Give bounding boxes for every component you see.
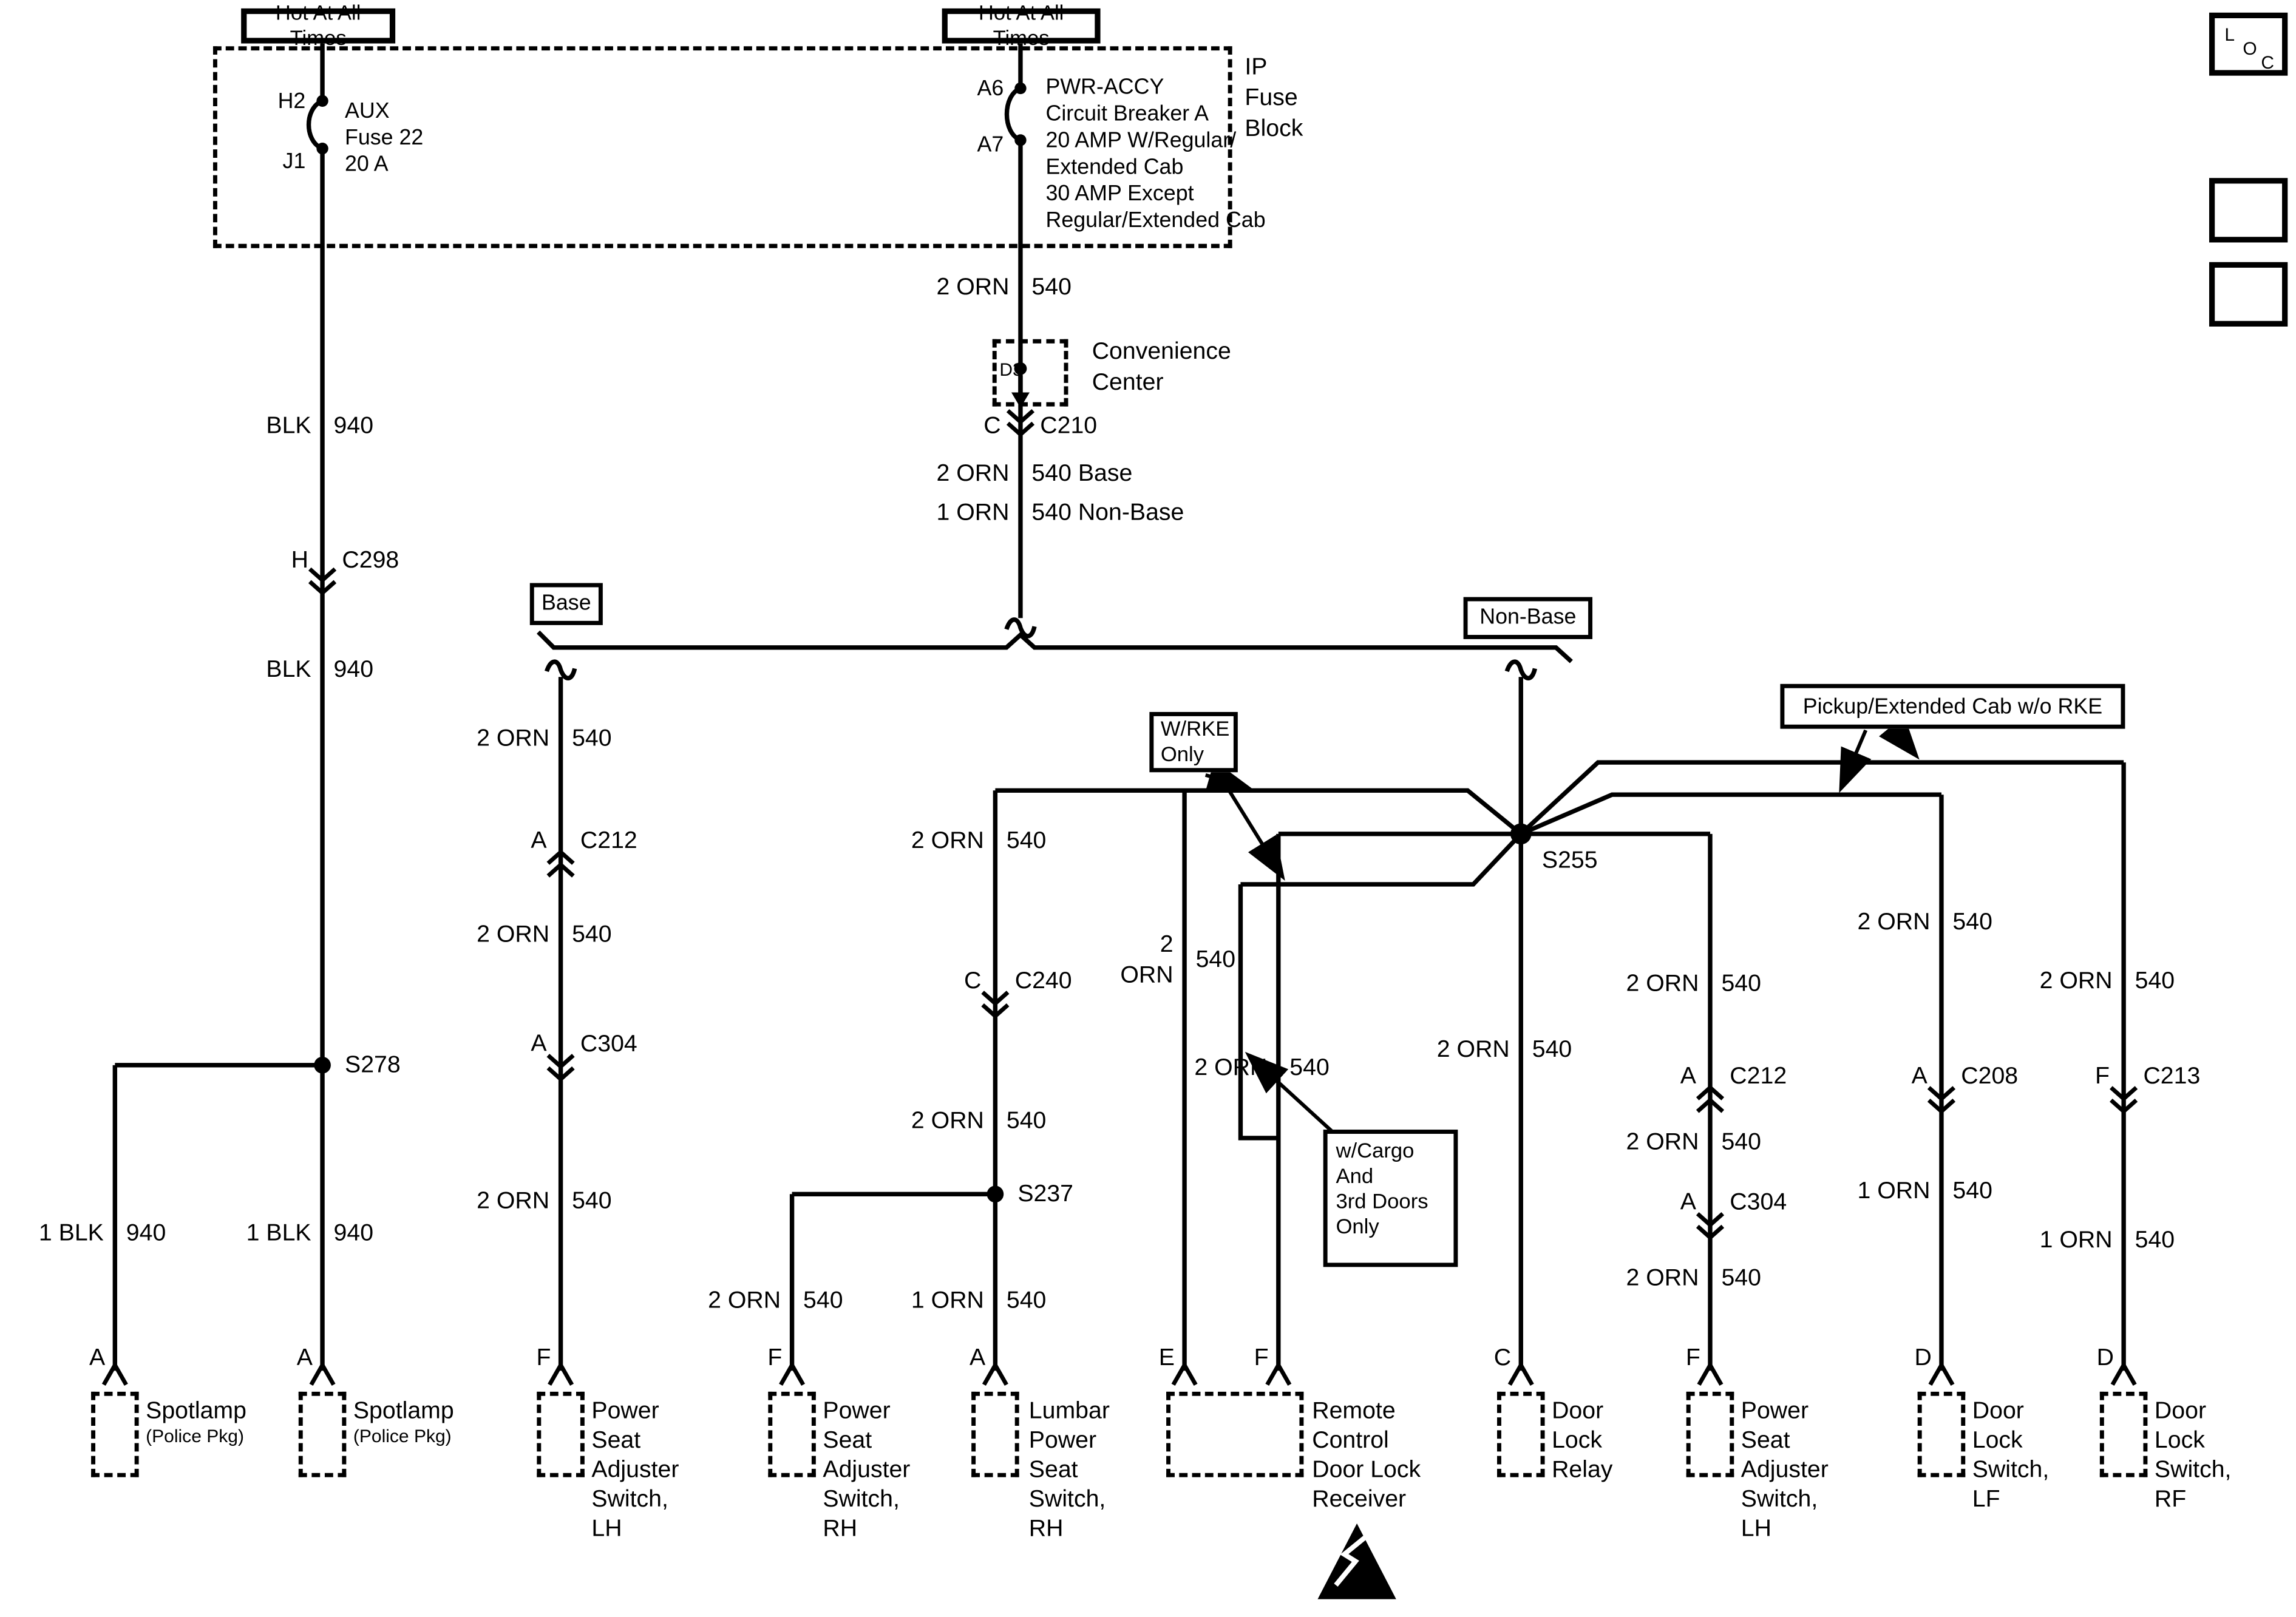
wire-lineB-f (1279, 834, 1521, 1371)
psalh1-pin: F (536, 1344, 551, 1371)
hot-at-all-times-left-box (241, 1, 395, 50)
blk1-gauge: BLK (266, 412, 311, 439)
pin-spot1 (104, 1365, 126, 1385)
pin-receiver-e (1173, 1365, 1196, 1385)
lumbar-pin: A (970, 1344, 986, 1371)
c304l-pin: A (531, 1030, 547, 1057)
pin-relay (1510, 1365, 1532, 1385)
relay-l1: Door (1552, 1397, 1604, 1424)
psa-switch-rh-box (768, 1392, 816, 1477)
lf-l2: Lock (1972, 1426, 2023, 1454)
s278-dot (314, 1057, 331, 1074)
blk2-circuit: 940 (333, 656, 374, 683)
r2-gauge: 2 ORN (1626, 1128, 1699, 1155)
spot1-name: Spotlamp (146, 1397, 246, 1424)
hot-left-label: Hot At All Times (275, 1, 361, 50)
fuse-rating: 20 A (345, 152, 389, 177)
bus-line (538, 632, 1572, 661)
lumbar-switch-box (971, 1392, 1019, 1477)
lum-gauge: 1 ORN (911, 1286, 984, 1314)
relay-pin: C (1493, 1344, 1512, 1371)
spot2-name: Spotlamp (353, 1397, 454, 1424)
convenience-line2: Center (1092, 368, 1164, 396)
wire-c213-chain (1521, 762, 2124, 1371)
c304r-id: C304 (1730, 1188, 1787, 1215)
wire-spotlamp-branch (115, 1065, 322, 1371)
c212l-pin: A (531, 827, 547, 854)
psarh-l3: Adjuster (823, 1456, 911, 1483)
non-base-callout-box (1464, 597, 1592, 639)
c212r-id: C212 (1730, 1062, 1787, 1090)
lum-circuit: 540 (1006, 1286, 1047, 1314)
base-label: Base (542, 591, 591, 615)
c208a-gauge: 2 ORN (1857, 908, 1931, 935)
c210-pin: C (983, 412, 1001, 439)
spot2-pkg: (Police Pkg) (353, 1425, 452, 1446)
c213a-circuit: 540 (2135, 967, 2175, 994)
breaker-pin-a7: A7 (977, 133, 1004, 157)
sp1-circuit: 940 (126, 1219, 166, 1246)
relay-l3: Relay (1552, 1456, 1613, 1483)
c298-pin: H (291, 546, 308, 574)
r1-gauge: 2 ORN (1626, 969, 1699, 997)
spot1-pkg: (Police Pkg) (146, 1425, 244, 1446)
receiver-box (1166, 1392, 1303, 1477)
bl1-gauge: 2 ORN (477, 724, 550, 751)
splice-dots (314, 83, 1531, 1202)
mid2-gauge: 2 ORN (911, 1107, 984, 1134)
psalh2-l4: Switch, (1741, 1485, 1818, 1513)
breaker-pin-a6: A6 (977, 76, 1004, 101)
psalh2-l3: Adjuster (1741, 1456, 1829, 1483)
lumbar-l4: Switch, (1028, 1485, 1106, 1513)
lf-pin: D (1914, 1344, 1932, 1371)
fwire-circuit: 540 (1289, 1054, 1330, 1081)
hot-at-all-times-right-box (942, 1, 1101, 50)
psalh2-l5: LH (1741, 1515, 1771, 1542)
pin-psarh (781, 1365, 803, 1385)
receiver-pin-e: E (1158, 1344, 1175, 1371)
c212r-pin: A (1680, 1062, 1696, 1090)
psalh1-l5: LH (591, 1515, 622, 1542)
psarh-l5: RH (823, 1515, 858, 1542)
sp2-circuit: 940 (333, 1219, 374, 1246)
fwire-gauge: 2 ORN (1194, 1054, 1268, 1081)
bl2-gauge: 2 ORN (477, 921, 550, 947)
w2nonbase-circuit: 540 Non-Base (1031, 499, 1184, 526)
d3-label: D3 (999, 359, 1023, 380)
rf-l1: Door (2154, 1397, 2207, 1424)
breaker-line1: PWR-ACCY (1045, 75, 1164, 100)
wire-base-branch (547, 662, 575, 1371)
psalh2-l1: Power (1741, 1397, 1809, 1424)
psalh1-l3: Adjuster (591, 1456, 679, 1483)
psarh-l4: Switch, (823, 1485, 900, 1513)
c208-id: C208 (1961, 1062, 2019, 1090)
ewire-circuit: 540 (1195, 946, 1236, 973)
fuse-name: AUX (345, 99, 390, 124)
base-callout-box (530, 583, 603, 625)
door-lock-switch-rf-box (2100, 1392, 2148, 1477)
lf-l4: LF (1972, 1485, 2000, 1513)
pin-receiver-f (1267, 1365, 1289, 1385)
ip-label-3: Block (1245, 115, 1303, 142)
breaker-line3: 20 AMP W/Regular/ (1045, 129, 1237, 153)
ip-label-2: Fuse (1245, 84, 1298, 111)
ip-label-1: IP (1245, 53, 1268, 80)
c213b-gauge: 1 ORN (2039, 1226, 2113, 1253)
lumbar-l1: Lumbar (1028, 1397, 1110, 1424)
pickup-arrow-2 (1842, 730, 1866, 786)
pin-spot2 (311, 1365, 334, 1385)
loc-letter-o: O (2243, 38, 2257, 59)
fuse-pin-j1: J1 (282, 150, 306, 174)
esd-symbol (1317, 1524, 1396, 1599)
relaywire-gauge: 2 ORN (1436, 1036, 1510, 1063)
lumbar-l5: RH (1028, 1515, 1064, 1542)
receiver-l3: Door Lock (1312, 1456, 1421, 1483)
receiver-l1: Remote (1312, 1397, 1396, 1424)
s237-dot (987, 1185, 1004, 1202)
door-lock-switch-lf-box (1918, 1392, 1966, 1477)
connector-chevrons (104, 411, 2136, 1385)
c212l-id: C212 (580, 827, 637, 854)
loc-letter-c: C (2261, 52, 2275, 73)
r3-circuit: 540 (1721, 1264, 1761, 1291)
wcargo-line1: w/Cargo (1336, 1139, 1415, 1164)
loc-box (2209, 13, 2288, 76)
c208b-circuit: 540 (1952, 1177, 1992, 1204)
c240-id: C240 (1014, 967, 1072, 994)
breaker-line4: Extended Cab (1045, 155, 1184, 180)
psalh1-l1: Power (591, 1397, 659, 1424)
c210-id: C210 (1040, 412, 1098, 439)
bl2-circuit: 540 (572, 921, 612, 947)
r1-circuit: 540 (1721, 969, 1761, 997)
spot1-pin: A (89, 1344, 106, 1371)
breaker-line6: Regular/Extended Cab (1045, 209, 1266, 233)
mid1-circuit: 540 (1006, 827, 1047, 854)
c240-pin: C (963, 967, 982, 994)
pin-rf (2113, 1365, 2135, 1385)
wire-psarh-branch (792, 1194, 996, 1371)
receiver-l4: Receiver (1312, 1485, 1407, 1513)
convenience-line1: Convenience (1092, 337, 1231, 365)
lumbar-l3: Seat (1028, 1456, 1078, 1483)
spot2-pin: A (296, 1344, 313, 1371)
psarh-l1: Power (823, 1397, 891, 1424)
rf-l2: Lock (2154, 1426, 2205, 1454)
bl3-gauge: 2 ORN (477, 1187, 550, 1214)
ewire-gauge: ORN (1120, 961, 1173, 988)
wrke-only-callout-box (1149, 712, 1237, 772)
w2base-gauge: 2 ORN (936, 459, 1010, 487)
pin-psalh1 (549, 1365, 572, 1385)
wcargo-callout-box (1323, 1130, 1458, 1267)
c213b-circuit: 540 (2135, 1226, 2175, 1253)
c213-pin: F (2095, 1062, 2110, 1090)
breaker-line2: Circuit Breaker A (1045, 102, 1209, 126)
fuse-pin-h2: H2 (277, 89, 306, 114)
rf-l4: RF (2154, 1485, 2187, 1513)
psarh-l2: Seat (823, 1426, 872, 1454)
w2top-gauge: 2 ORN (936, 273, 1010, 300)
fuse-number: Fuse 22 (345, 126, 424, 151)
mid1-gauge: 2 ORN (911, 827, 984, 854)
relay-l2: Lock (1552, 1426, 1603, 1454)
door-lock-relay-box (1497, 1392, 1545, 1477)
wire-lineC-cargo (1240, 834, 1521, 1138)
c213-id: C213 (2143, 1062, 2201, 1090)
rf-l3: Switch, (2154, 1456, 2232, 1483)
c208a-circuit: 540 (1952, 908, 1992, 935)
ewire-count: 2 (1160, 931, 1173, 958)
w2nonbase-gauge: 1 ORN (936, 499, 1010, 526)
pin-lumbar (984, 1365, 1007, 1385)
c208b-gauge: 1 ORN (1857, 1177, 1931, 1204)
blk1-circuit: 940 (333, 412, 374, 439)
pickup-label: Pickup/Extended Cab w/o RKE (1802, 694, 2103, 719)
mid2-circuit: 540 (1006, 1107, 1047, 1134)
lf-l1: Door (1972, 1397, 2024, 1424)
s237-label: S237 (1017, 1180, 1074, 1207)
wrke-line1: W/RKE (1160, 717, 1230, 741)
bl3-circuit: 540 (572, 1187, 612, 1214)
wcargo-line2: And (1336, 1164, 1374, 1189)
c213a-gauge: 2 ORN (2039, 967, 2113, 994)
c304r-pin: A (1680, 1188, 1696, 1215)
c298-id: C298 (342, 546, 399, 574)
lf-l3: Switch, (1972, 1456, 2050, 1483)
loc-letter-l: L (2224, 24, 2235, 45)
psalh2-l2: Seat (1741, 1426, 1790, 1454)
psarh-pin: F (767, 1344, 783, 1371)
sp2-gauge: 1 BLK (246, 1219, 311, 1246)
psalh2-pin: F (1685, 1344, 1700, 1371)
pin-lf (1930, 1365, 1952, 1385)
lumbar-l2: Power (1028, 1426, 1097, 1454)
pickup-callout-box (1780, 684, 2125, 729)
spotlamp2-box (299, 1392, 347, 1477)
non-base-label: Non-Base (1479, 605, 1577, 629)
wcargo-line3: 3rd Doors (1336, 1190, 1428, 1214)
spotlamp1-box (91, 1392, 139, 1477)
psarh-gauge: 2 ORN (708, 1286, 781, 1314)
c304l-id: C304 (580, 1030, 637, 1057)
bl1-circuit: 540 (572, 724, 612, 751)
psalh1-l4: Switch, (591, 1485, 668, 1513)
psa-switch-lh2-box (1686, 1392, 1734, 1477)
blk2-gauge: BLK (266, 656, 311, 683)
s255-label: S255 (1541, 846, 1598, 873)
w2base-circuit: 540 Base (1031, 459, 1133, 487)
receiver-l2: Control (1312, 1426, 1389, 1454)
c208-pin: A (1911, 1062, 1927, 1090)
wire-nonbase-branch (1507, 662, 1535, 834)
r2-circuit: 540 (1721, 1128, 1761, 1155)
psalh1-l2: Seat (591, 1426, 641, 1454)
pin-psalh2 (1699, 1365, 1722, 1385)
nav-forward-button[interactable] (2209, 178, 2288, 242)
wcargo-line4: Only (1336, 1215, 1379, 1239)
rf-pin: D (2096, 1344, 2114, 1371)
hot-right-label: Hot At All Times (978, 1, 1064, 50)
w2top-circuit: 540 (1031, 273, 1072, 300)
r3-gauge: 2 ORN (1626, 1264, 1699, 1291)
pickup-arrow-1 (1895, 730, 1915, 754)
sp1-gauge: 1 BLK (38, 1219, 104, 1246)
psarh-circuit: 540 (803, 1286, 843, 1314)
nav-back-button[interactable] (2209, 262, 2288, 327)
s278-label: S278 (345, 1051, 401, 1078)
receiver-pin-f: F (1254, 1344, 1269, 1371)
s255-dot (1510, 824, 1532, 845)
relaywire-circuit: 540 (1532, 1036, 1572, 1063)
wrke-line2: Only (1160, 742, 1204, 766)
psa-switch-lh1-box (537, 1392, 585, 1477)
breaker-line5: 30 AMP Except (1045, 182, 1194, 206)
